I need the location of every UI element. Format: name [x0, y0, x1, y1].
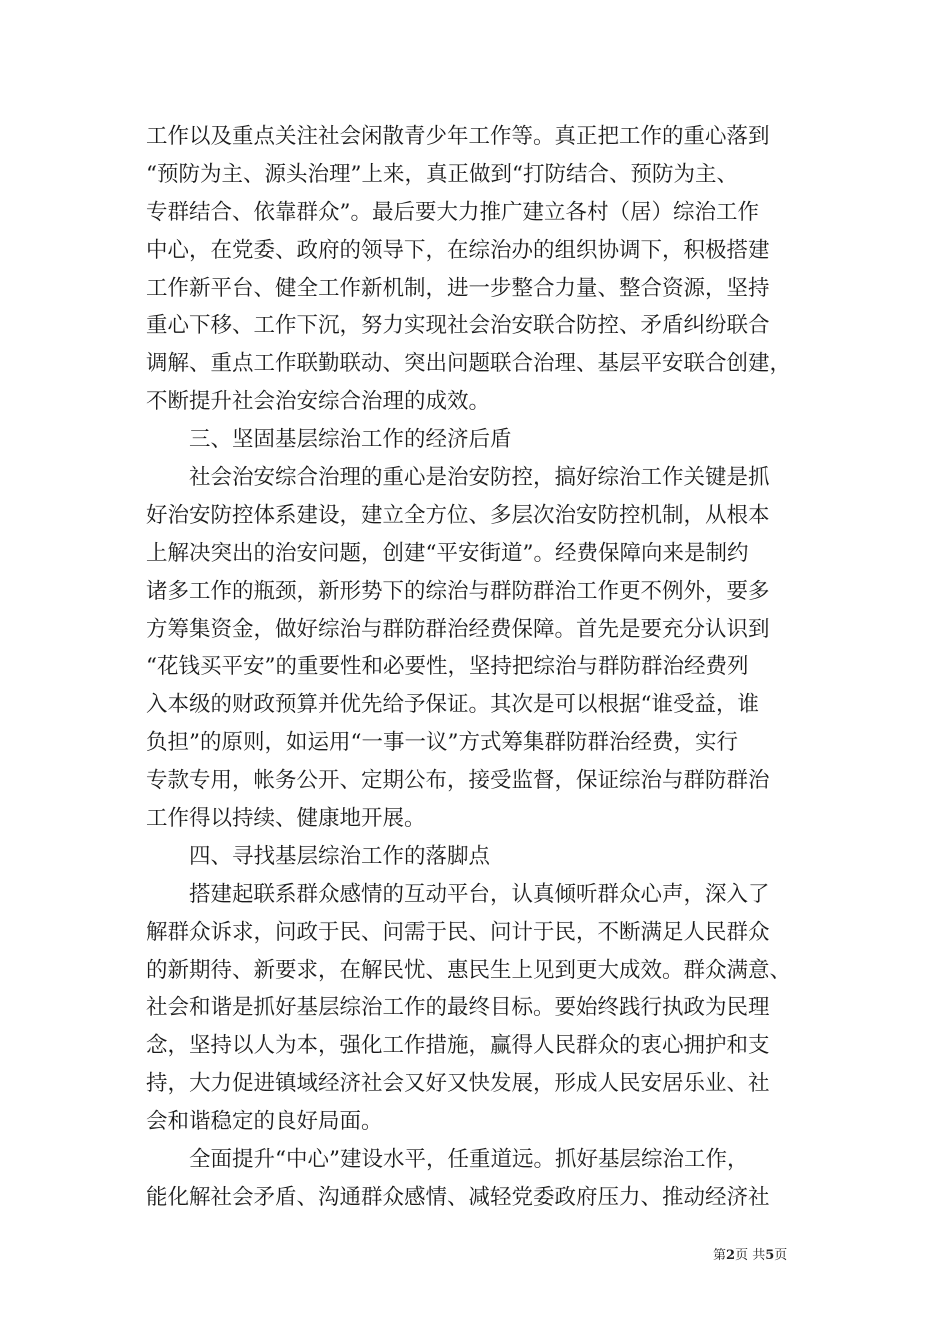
text-line: 方筹集资金，做好综治与群防群治经费保障。首先是要充分认识到	[146, 616, 770, 642]
text-line: 持，大力促进镇域经济社会又好又快发展，形成人民安居乐业、社	[146, 1071, 770, 1097]
footer-middle: 页 共	[735, 1248, 766, 1263]
text-line: 社会治安综合治理的重心是治安防控，搞好综治工作关键是抓	[146, 465, 770, 491]
text-line: 搭建起联系群众感情的互动平台，认真倾听群众心声，深入了	[146, 881, 770, 907]
text-line: “预防为主、源头治理”上来，真正做到“打防结合、预防为主、	[146, 161, 738, 187]
text-line: 专群结合、依靠群众”。最后要大力推广建立各村（居）综治工作	[146, 199, 759, 225]
text-line: 四、寻找基层综治工作的落脚点	[146, 843, 491, 869]
text-line: 工作新平台、健全工作新机制，进一步整合力量、整合资源，坚持	[146, 275, 770, 301]
text-line: 负担”的原则，如运用“一事一议”方式筹集群防群治经费，实行	[146, 730, 738, 756]
page-footer	[713, 1248, 787, 1264]
text-line: 三、坚固基层综治工作的经济后盾	[146, 427, 512, 453]
text-line: 会和谐稳定的良好局面。	[146, 1109, 383, 1135]
footer-prefix: 第	[713, 1248, 727, 1263]
text-line: 的新期待、新要求，在解民忧、惠民生上见到更大成效。群众满意、	[146, 957, 792, 983]
text-line: 诸多工作的瓶颈，新形势下的综治与群防群治工作更不例外，要多	[146, 578, 770, 604]
text-line: 念，坚持以人为本，强化工作措施，赢得人民群众的衷心拥护和支	[146, 1033, 770, 1059]
current-page-number: 2	[726, 1248, 736, 1263]
text-line: 好治安防控体系建设，建立全方位、多层次治安防控机制，从根本	[146, 502, 770, 528]
text-line: 工作得以持续、健康地开展。	[146, 806, 426, 832]
text-line: 能化解社会矛盾、沟通群众感情、减轻党委政府压力、推动经济社	[146, 1184, 770, 1210]
text-line: 工作以及重点关注社会闲散青少年工作等。真正把工作的重心落到	[146, 124, 770, 149]
total-pages-number: 5	[765, 1248, 775, 1263]
footer-suffix: 页	[774, 1248, 788, 1263]
document-body	[146, 118, 830, 1217]
text-line: 上解决突出的治安问题，创建“平安街道”。经费保障向来是制约	[146, 540, 749, 566]
text-line: “花钱买平安”的重要性和必要性，坚持把综治与群防群治经费列	[146, 654, 749, 680]
text-line: 不断提升社会治安综合治理的成效。	[146, 389, 491, 415]
text-line: 重心下移、工作下沉，努力实现社会治安联合防控、矛盾纠纷联合	[146, 313, 770, 339]
text-line: 中心，在党委、政府的领导下，在综治办的组织协调下，积极搭建	[146, 237, 770, 263]
text-line: 全面提升“中心”建设水平，任重道远。抓好基层综治工作，	[146, 1147, 749, 1173]
text-line: 专款专用，帐务公开、定期公布，接受监督，保证综治与群防群治	[146, 768, 770, 794]
text-line: 解群众诉求，问政于民、问需于民、问计于民，不断满足人民群众	[146, 919, 770, 945]
text-line: 入本级的财政预算并优先给予保证。其次是可以根据“谁受益，谁	[146, 692, 759, 718]
text-line: 社会和谐是抓好基层综治工作的最终目标。要始终践行执政为民理	[146, 995, 770, 1021]
text-line: 调解、重点工作联勤联动、突出问题联合治理、基层平安联合创建，	[146, 351, 792, 377]
